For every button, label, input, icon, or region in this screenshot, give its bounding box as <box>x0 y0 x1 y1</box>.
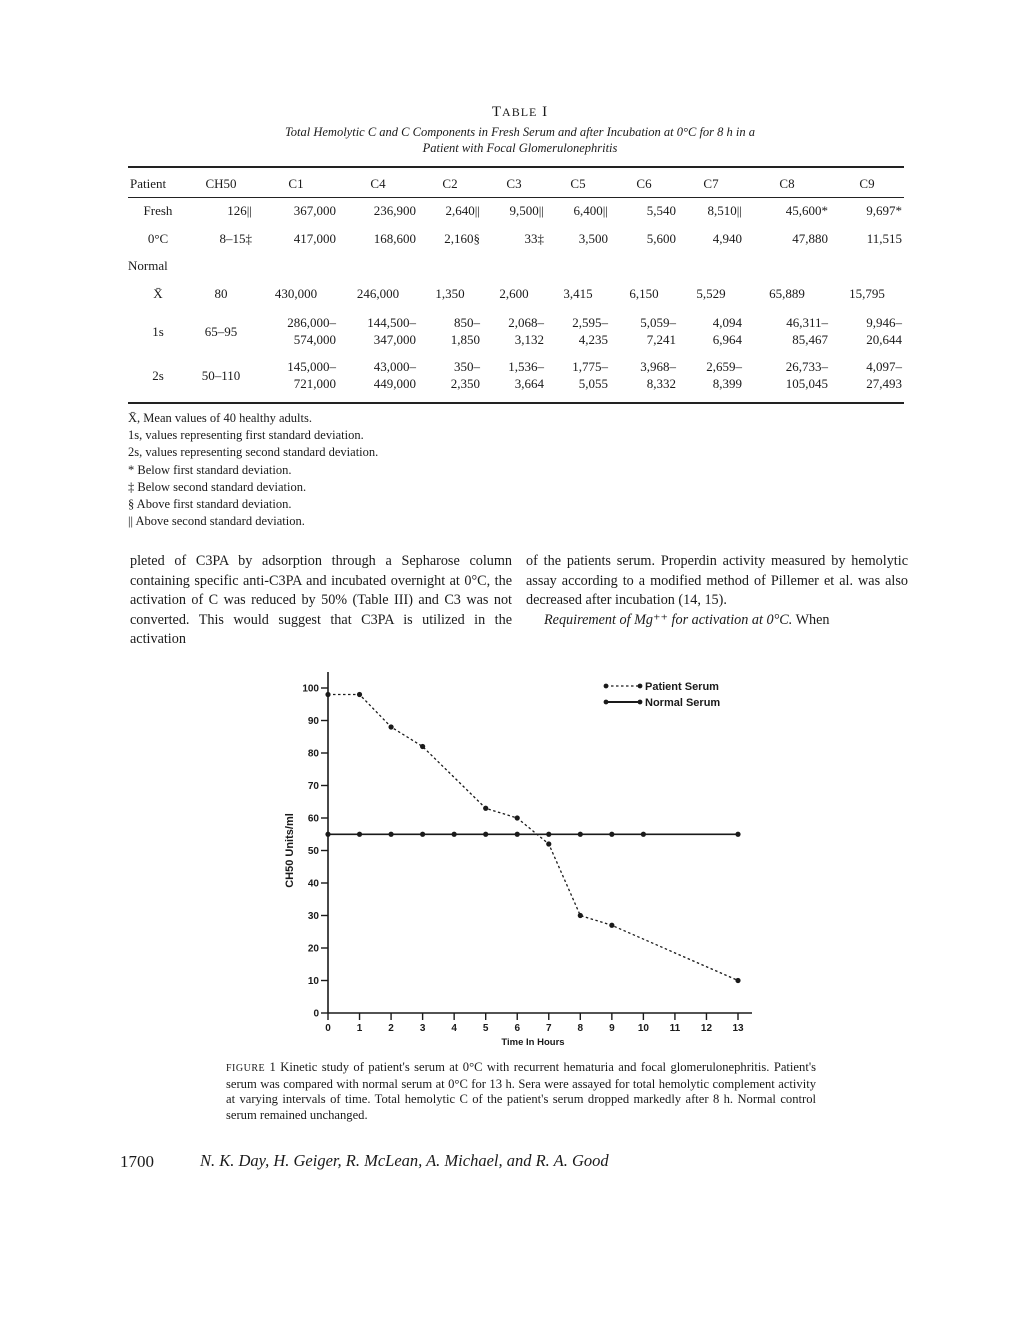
patient-serum-point <box>578 913 583 918</box>
legend-normal-serum-label: Normal Serum <box>645 697 721 709</box>
table-cell: 367,000 <box>293 202 336 218</box>
chart-points <box>325 692 740 983</box>
table-cell: 3,415 <box>563 285 593 301</box>
table-cell: 286,000– 574,000 <box>287 315 336 347</box>
table-cell: 11,515 <box>866 230 902 246</box>
table-cell: 50–110 <box>201 367 241 383</box>
table-caption-line2: Patient with Focal Glomerulonephritis <box>422 141 618 155</box>
y-tick-label: 100 <box>302 683 319 695</box>
col-header-ch50: CH50 <box>205 176 237 191</box>
patient-serum-point <box>609 923 614 928</box>
table-cell: 4,097– 27,493 <box>866 359 902 391</box>
table-cell: Fresh <box>143 202 173 218</box>
x-tick-label: 5 <box>482 1023 489 1034</box>
table-cell: 2,160§ <box>444 230 480 246</box>
table-cell: 145,000– 721,000 <box>287 359 336 391</box>
normal-serum-point <box>546 832 551 837</box>
table-cell: 4,094 6,964 <box>712 315 742 347</box>
x-tick-label: 8 <box>577 1023 584 1034</box>
patient-serum-point <box>483 806 488 811</box>
normal-serum-point <box>578 832 583 837</box>
table-cell: 350– 2,350 <box>450 359 480 391</box>
chart-lines <box>328 695 738 981</box>
x-tick-label: 11 <box>669 1023 681 1034</box>
legend-normal-serum-marker-end <box>638 700 643 705</box>
table-cell: 3,968– 8,332 <box>640 359 676 391</box>
table-cell: 15,795 <box>849 285 885 301</box>
x-tick-label: 10 <box>637 1023 649 1034</box>
normal-serum-point <box>325 832 330 837</box>
normal-serum-point <box>420 832 425 837</box>
y-tick-label: 60 <box>307 813 319 825</box>
figure-caption-text: Kinetic study of patient's serum at 0°C with recurrent hematuria and focal glomerulonephritis. Patient's serum was compared with normal serum at 0°C for 13 h. Sera were assayed for total hemolytic complement activity at varying intervals of time. Total hemolytic C of the patient's serum dropped markedly after 8 h. Normal control serum remained unchanged. <box>226 1060 816 1122</box>
y-tick-label: 20 <box>307 943 319 955</box>
legend-patient-serum-marker-end <box>638 684 643 689</box>
footnote: X̄, Mean values of 40 healthy adults. <box>128 411 312 425</box>
table-cell: 2,068– 3,132 <box>508 315 544 347</box>
figure-number: 1 <box>269 1060 276 1074</box>
footnote: ‡ Below second standard deviation. <box>128 479 307 494</box>
table-cell: 236,900 <box>373 202 416 218</box>
y-tick-label: 0 <box>313 1008 319 1020</box>
legend-patient-serum-label: Patient Serum <box>645 681 719 693</box>
table-title: TABLE I <box>491 104 549 120</box>
footnote: § Above first standard deviation. <box>128 497 292 512</box>
table-cell: 65,889 <box>769 285 805 301</box>
col-header-c1: C1 <box>288 176 304 191</box>
chart-axes <box>284 672 752 1048</box>
normal-serum-point <box>388 832 393 837</box>
y-tick-label: 10 <box>307 976 319 987</box>
figure-label: FIGURE <box>226 1063 266 1074</box>
patient-serum-point <box>357 692 362 697</box>
table-cell: 5,540 <box>646 202 676 218</box>
y-axis-label: CH50 Units/ml <box>284 813 296 888</box>
col-header-patient: Patient <box>130 176 167 191</box>
table-cell: 3,500 <box>578 230 608 246</box>
x-tick-label: 9 <box>609 1023 615 1034</box>
x-tick-label: 4 <box>451 1023 457 1034</box>
y-tick-label: 40 <box>307 878 319 890</box>
normal-serum-point <box>735 832 740 837</box>
table-cell: 26,733– 105,045 <box>785 359 828 391</box>
table-cell: 8,510|| <box>707 202 742 218</box>
y-tick-label: 80 <box>307 748 319 760</box>
patient-serum-line <box>328 695 738 981</box>
chart-legend <box>604 681 721 709</box>
table-cell: 5,600 <box>646 230 676 246</box>
legend-normal-serum-marker-start <box>604 700 609 705</box>
x-tick-label: 0 <box>325 1023 331 1034</box>
col-header-c2: C2 <box>442 176 458 191</box>
col-header-c9: C9 <box>859 176 875 191</box>
patient-serum-point <box>420 744 425 749</box>
table-cell: X̄ <box>153 285 163 301</box>
table-cell: 8–15‡ <box>219 230 252 246</box>
x-tick-label: 12 <box>700 1023 713 1034</box>
table-cell: 1,775– 5,055 <box>572 359 608 391</box>
table-cell: Normal <box>128 257 168 273</box>
section-heading: Requirement of Mg⁺⁺ for activation at 0°C. <box>544 611 793 628</box>
table-cell: 2s <box>152 367 164 383</box>
legend-patient-serum-marker-start <box>604 684 609 689</box>
table-cell: 2,600 <box>499 285 529 301</box>
table-cell: 0°C <box>147 230 169 246</box>
table-cell: 430,000 <box>274 285 318 301</box>
col-header-c8: C8 <box>779 176 795 191</box>
normal-serum-point <box>515 832 520 837</box>
table-cell: 45,600* <box>785 202 828 218</box>
figure-caption <box>226 1060 816 1123</box>
table-cell: 9,500|| <box>509 202 544 218</box>
footnote: 2s, values representing second standard deviation. <box>128 445 379 460</box>
table-cell: 168,600 <box>373 230 416 246</box>
table-cell: 2,640|| <box>445 202 480 218</box>
footnote: * Below first standard deviation. <box>128 462 292 477</box>
col-header-c4: C4 <box>370 176 386 191</box>
body-right-continuation: When <box>795 611 830 628</box>
table-cell: 850– 1,850 <box>450 315 480 347</box>
patient-serum-point <box>735 978 740 983</box>
x-axis-label: Time In Hours <box>501 1037 565 1048</box>
col-header-c7: C7 <box>703 176 719 191</box>
patient-serum-point <box>325 692 330 697</box>
table-cell: 65–95 <box>204 323 238 339</box>
table-cell: 6,150 <box>629 285 659 301</box>
x-tick-label: 13 <box>732 1023 744 1034</box>
y-tick-label: 70 <box>307 781 319 792</box>
body-right-paragraph: of the patients serum. Properdin activity measured by hemolytic assay according to a modified method of Pillemer et al. was also decreased after incubation (14, 15). <box>526 553 908 608</box>
x-tick-label: 1 <box>356 1023 363 1034</box>
table-cell: 5,059– 7,241 <box>640 315 676 347</box>
table-cell: 6,400|| <box>573 202 608 218</box>
table-cell: 246,000 <box>356 285 400 301</box>
page-number: 1700 <box>120 1152 154 1171</box>
col-header-c6: C6 <box>636 176 652 191</box>
footnote: || Above second standard deviation. <box>128 514 305 529</box>
table-cell: 80 <box>214 285 228 301</box>
col-header-c3: C3 <box>506 176 522 191</box>
author-line: N. K. Day, H. Geiger, R. McLean, A. Michael, and R. A. Good <box>200 1151 609 1170</box>
x-tick-label: 6 <box>514 1023 521 1034</box>
patient-serum-point <box>388 724 393 729</box>
table-cell: 1s <box>152 323 164 339</box>
table-cell: 43,000– 449,000 <box>373 359 416 391</box>
normal-serum-point <box>357 832 362 837</box>
footnote: 1s, values representing first standard deviation. <box>128 428 364 443</box>
table-cell: 1,350 <box>435 285 465 301</box>
x-tick-label: 7 <box>545 1023 552 1034</box>
body-left-paragraph: pleted of C3PA by adsorption through a Sepharose column containing specific anti-C3PA and incubated overnight at 0°C, the activation of C was reduced by 50% (Table III) and C3 was not converted. This would suggest that C3PA is utilized in the activation <box>130 553 512 647</box>
normal-serum-point <box>609 832 614 837</box>
y-tick-label: 30 <box>307 911 319 922</box>
col-header-c5: C5 <box>570 176 586 191</box>
table-cell: 9,946– 20,644 <box>866 315 902 347</box>
table-cell: 46,311– 85,467 <box>786 315 828 347</box>
table-caption-line1: Total Hemolytic C and C Components in Fresh Serum and after Incubation at 0°C for 8 h in a <box>284 125 756 139</box>
y-tick-label: 90 <box>307 716 319 727</box>
y-tick-label: 50 <box>307 846 319 857</box>
table-cell: 5,529 <box>696 285 726 301</box>
table-cell: 47,880 <box>792 230 828 246</box>
table-cell: 2,659– 8,399 <box>706 359 742 391</box>
x-tick-label: 2 <box>388 1023 394 1034</box>
patient-serum-point <box>515 815 520 820</box>
table-cell: 1,536– 3,664 <box>508 359 544 391</box>
patient-serum-point <box>546 841 551 846</box>
x-tick-label: 3 <box>419 1023 426 1034</box>
normal-serum-point <box>641 832 646 837</box>
table-cell: 9,697* <box>866 202 902 218</box>
normal-serum-point <box>452 832 457 837</box>
table-cell: 2,595– 4,235 <box>572 315 608 347</box>
table-cell: 4,940 <box>712 230 742 246</box>
table-cell: 33‡ <box>524 230 544 246</box>
table-cell: 417,000 <box>293 230 336 246</box>
normal-serum-point <box>483 832 488 837</box>
table-cell: 126|| <box>227 202 252 218</box>
table-cell: 144,500– 347,000 <box>367 315 416 347</box>
